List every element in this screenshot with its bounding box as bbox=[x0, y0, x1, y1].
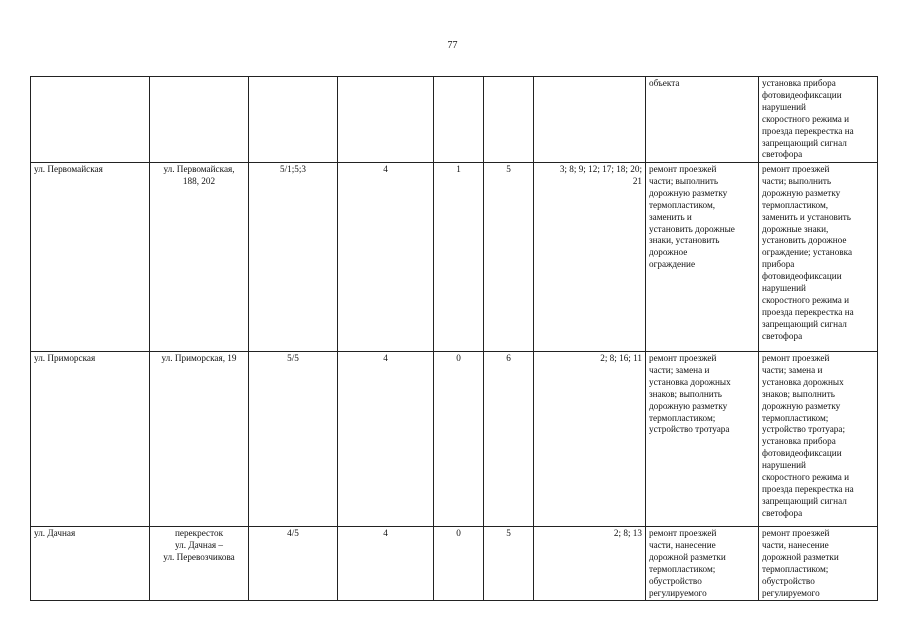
table-row bbox=[31, 527, 878, 601]
cell-col6: 5 bbox=[484, 527, 534, 601]
cell-measures-planned: ремонт проезжей части; выполнить дорожную разметку термопластиком, заменить и установить дорожные знаки, установить дорожное ограждение bbox=[646, 163, 759, 352]
cell-street bbox=[31, 77, 150, 163]
cell-measures-proposed: установка прибора фотовидеофиксации нарушений скоростного режима и проезда перекрестка на запрещающий сигнал светофора bbox=[759, 77, 878, 163]
cell-measures-planned: объекта bbox=[646, 77, 759, 163]
cell-measures-proposed: ремонт проезжей части, нанесение дорожной разметки термопластиком; обустройство регулируемого bbox=[759, 527, 878, 601]
cell-col6 bbox=[484, 77, 534, 163]
cell-measures-proposed: ремонт проезжей части; выполнить дорожную разметку термопластиком, заменить и установить дорожные знаки, установить дорожное ограждение; установка прибора фотовидеофиксации нарушений скоростного режима и проезда перекрестка на запрещающий сигнал светофора bbox=[759, 163, 878, 352]
cell-col4: 4 bbox=[338, 527, 434, 601]
cell-col5 bbox=[434, 77, 484, 163]
cell-col3: 4/5 bbox=[249, 527, 338, 601]
cell-col5: 0 bbox=[434, 352, 484, 527]
cell-col5: 1 bbox=[434, 163, 484, 352]
cell-col4: 4 bbox=[338, 163, 434, 352]
cell-address: ул. Первомайская, 188, 202 bbox=[150, 163, 249, 352]
cell-col4 bbox=[338, 77, 434, 163]
cell-measures-proposed: ремонт проезжей части; замена и установка дорожных знаков; выполнить дорожную разметку термопластиком; устройство тротуара; установка прибора фотовидеофиксации нарушений скоростного режима и проезда перекрестка на запрещающий сигнал светофора bbox=[759, 352, 878, 527]
page-number: 77 bbox=[447, 40, 458, 51]
cell-col7: 2; 8; 13 bbox=[534, 527, 646, 601]
cell-col3: 5/5 bbox=[249, 352, 338, 527]
cell-measures-planned: ремонт проезжей части; замена и установка дорожных знаков; выполнить дорожную разметку термопластиком; устройство тротуара bbox=[646, 352, 759, 527]
cell-address bbox=[150, 77, 249, 163]
cell-street: ул. Дачная bbox=[31, 527, 150, 601]
cell-street: ул. Первомайская bbox=[31, 163, 150, 352]
cell-address: перекресток ул. Дачная – ул. Перевозчикова bbox=[150, 527, 249, 601]
table-row bbox=[31, 77, 878, 163]
cell-col6: 5 bbox=[484, 163, 534, 352]
cell-street: ул. Приморская bbox=[31, 352, 150, 527]
cell-measures-planned: ремонт проезжей части, нанесение дорожной разметки термопластиком; обустройство регулируемого bbox=[646, 527, 759, 601]
cell-address: ул. Приморская, 19 bbox=[150, 352, 249, 527]
cell-col3 bbox=[249, 77, 338, 163]
cell-col7 bbox=[534, 77, 646, 163]
cell-col6: 6 bbox=[484, 352, 534, 527]
cell-col7: 2; 8; 16; 11 bbox=[534, 352, 646, 527]
cell-col3: 5/1;5;3 bbox=[249, 163, 338, 352]
table-row bbox=[31, 352, 878, 527]
cell-col4: 4 bbox=[338, 352, 434, 527]
cell-col5: 0 bbox=[434, 527, 484, 601]
cell-col7: 3; 8; 9; 12; 17; 18; 20; 21 bbox=[534, 163, 646, 352]
table-row bbox=[31, 163, 878, 352]
road-objects-table bbox=[30, 76, 878, 601]
